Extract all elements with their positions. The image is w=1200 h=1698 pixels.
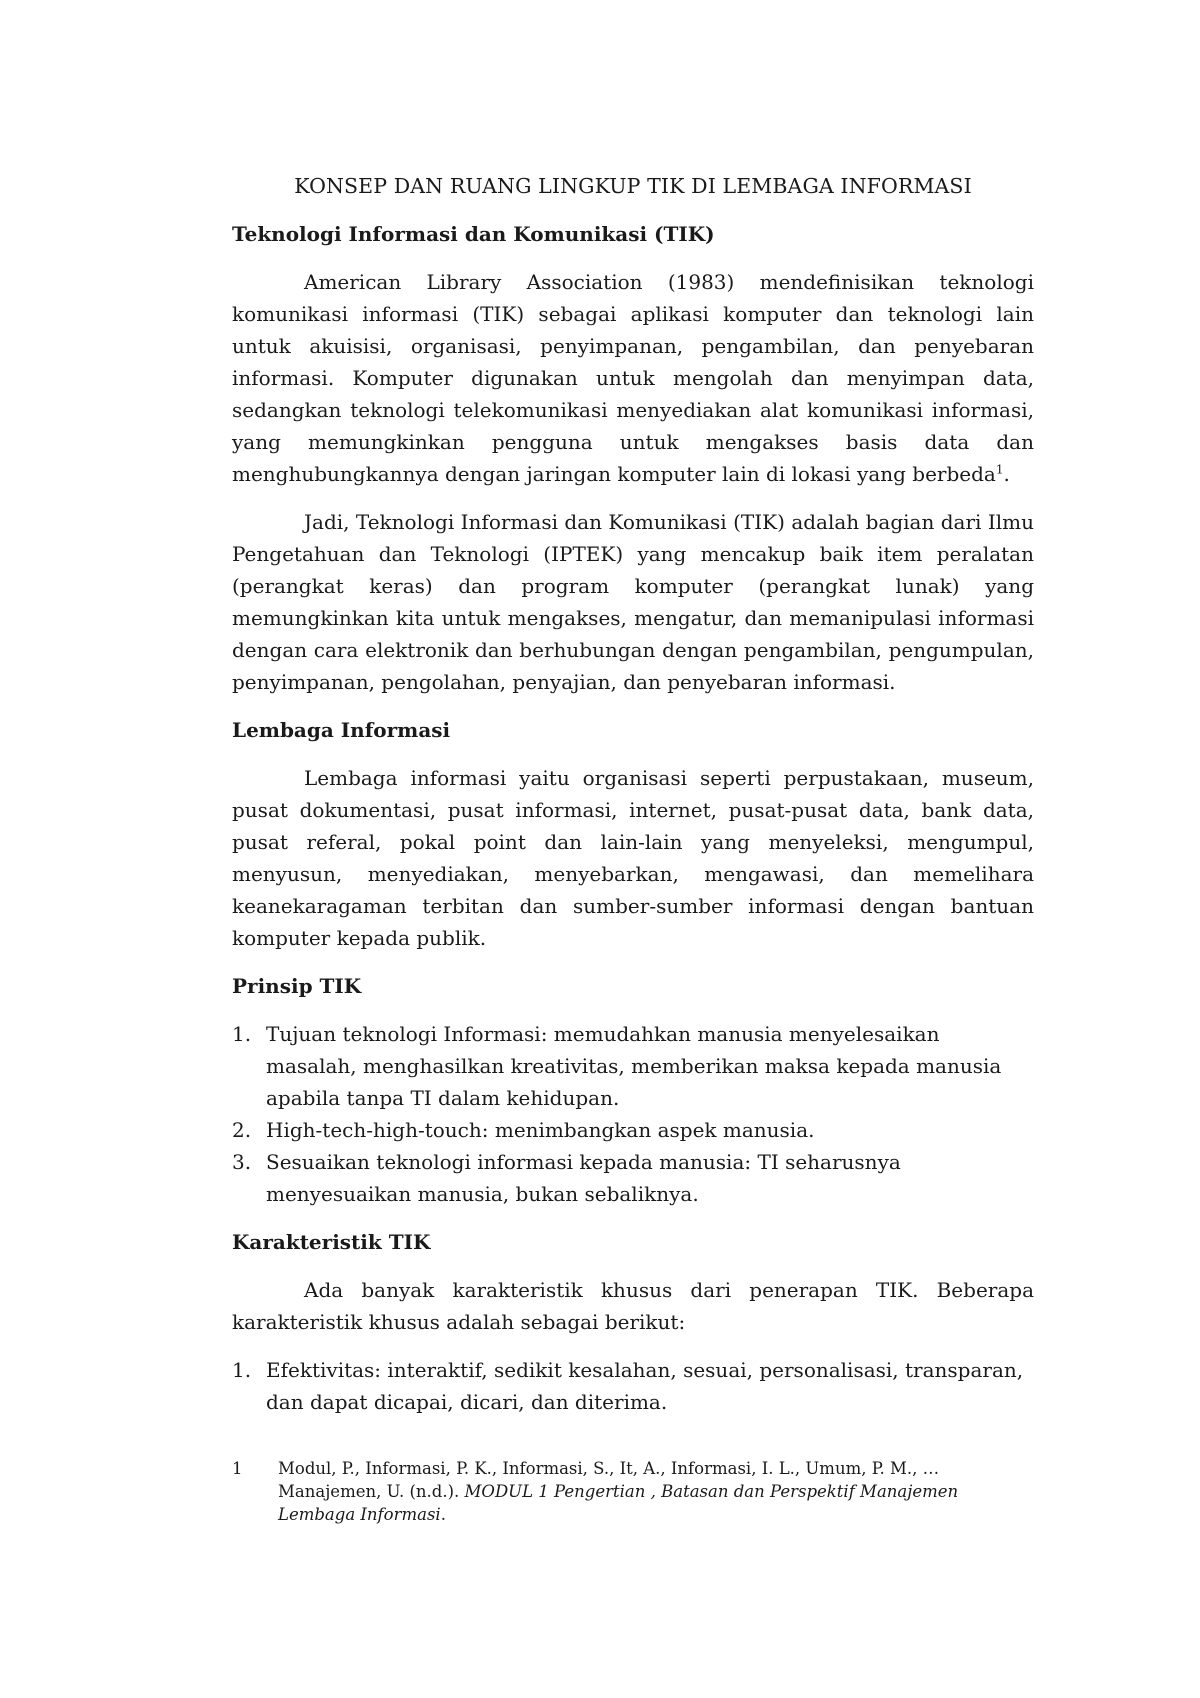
section-heading-karakteristik: Karakteristik TIK xyxy=(232,1230,431,1254)
document-title: KONSEP DAN RUANG LINGKUP TIK DI LEMBAGA INFORMASI xyxy=(294,174,972,198)
list-number: 1. xyxy=(232,1022,252,1046)
list-number: 3. xyxy=(232,1150,252,1174)
list-number: 1. xyxy=(232,1358,252,1382)
list-item xyxy=(232,1114,1034,1146)
list-item xyxy=(232,1354,1034,1418)
paragraph-karakteristik-intro: Ada banyak karakteristik khusus dari penerapan TIK. Beberapa karakteristik khusus adalah sebagai berikut: xyxy=(232,1278,1034,1334)
paragraph-text: American Library Association (1983) mendefinisikan teknologi komunikasi informasi (TIK) sebagai aplikasi komputer dan teknologi lain untuk akuisisi, organisasi, penyimpanan, pengambilan, dan penyebaran informasi. Komputer digunakan untuk mengolah dan menyimpan data, sedangkan teknologi telekomunikasi menyediakan alat komunikasi informasi, yang memungkinkan pengguna untuk mengakses basis data dan menghubungkannya dengan jaringan komputer lain di lokasi yang berbeda xyxy=(232,270,1034,486)
paragraph-tik-summary: Jadi, Teknologi Informasi dan Komunikasi (TIK) adalah bagian dari Ilmu Pengetahuan dan Teknologi (IPTEK) yang mencakup baik item peralatan (perangkat keras) dan program komputer (perangkat lunak) yang memungkinkan kita untuk mengakses, mengatur, dan memanipulasi informasi dengan cara elektronik dan berhubungan dengan pengambilan, pengumpulan, penyimpanan, pengolahan, penyajian, dan penyebaran informasi. xyxy=(232,510,1034,694)
footnote-citation: Modul, P., Informasi, P. K., Informasi, S., It, A., Informasi, I. L., Umum, P. M., … Manajemen, U. (n.d.). xyxy=(278,1459,940,1501)
document-body xyxy=(232,170,1034,1434)
footnote-reference[interactable]: 1 xyxy=(995,462,1004,477)
footnote xyxy=(232,1457,1034,1526)
footnote-citation-title: MODUL 1 Pengertian , Batasan dan Perspektif Manajemen Lembaga Informasi xyxy=(278,1482,959,1524)
list-item-text: Sesuaikan teknologi informasi kepada manusia: TI seharusnya menyesuaikan manusia, bukan sebaliknya. xyxy=(266,1150,901,1206)
footnote-end: . xyxy=(440,1505,446,1524)
section-heading-lembaga: Lembaga Informasi xyxy=(232,718,451,742)
karakteristik-list xyxy=(232,1354,1034,1418)
footnote-text xyxy=(232,1457,1034,1526)
paragraph-lembaga-definition: Lembaga informasi yaitu organisasi seperti perpustakaan, museum, pusat dokumentasi, pusat informasi, internet, pusat-pusat data, bank data, pusat referal, pokal point dan lain-lain yang menyeleksi, mengumpul, menyusun, menyediakan, menyebarkan, mengawasi, dan memelihara keanekaragaman terbitan dan sumber-sumber informasi dengan bantuan komputer kepada publik. xyxy=(232,766,1034,950)
section-heading-prinsip: Prinsip TIK xyxy=(232,974,362,998)
list-item-text: High-tech-high-touch: menimbangkan aspek manusia. xyxy=(266,1118,815,1142)
prinsip-list xyxy=(232,1018,1034,1210)
paragraph-tik-definition xyxy=(232,266,1034,490)
paragraph-end: . xyxy=(1003,462,1010,486)
list-item xyxy=(232,1018,1034,1114)
section-heading-tik: Teknologi Informasi dan Komunikasi (TIK) xyxy=(232,222,715,246)
list-item-text: Tujuan teknologi Informasi: memudahkan manusia menyelesaikan masalah, menghasilkan kreativitas, memberikan maksa kepada manusia apabila tanpa TI dalam kehidupan. xyxy=(266,1022,1002,1110)
list-item-text: Efektivitas: interaktif, sedikit kesalahan, sesuai, personalisasi, transparan, dan dapat dicapai, dicari, dan diterima. xyxy=(266,1358,1024,1414)
list-item xyxy=(232,1146,1034,1210)
list-number: 2. xyxy=(232,1118,252,1142)
footnote-number: 1 xyxy=(232,1459,243,1478)
